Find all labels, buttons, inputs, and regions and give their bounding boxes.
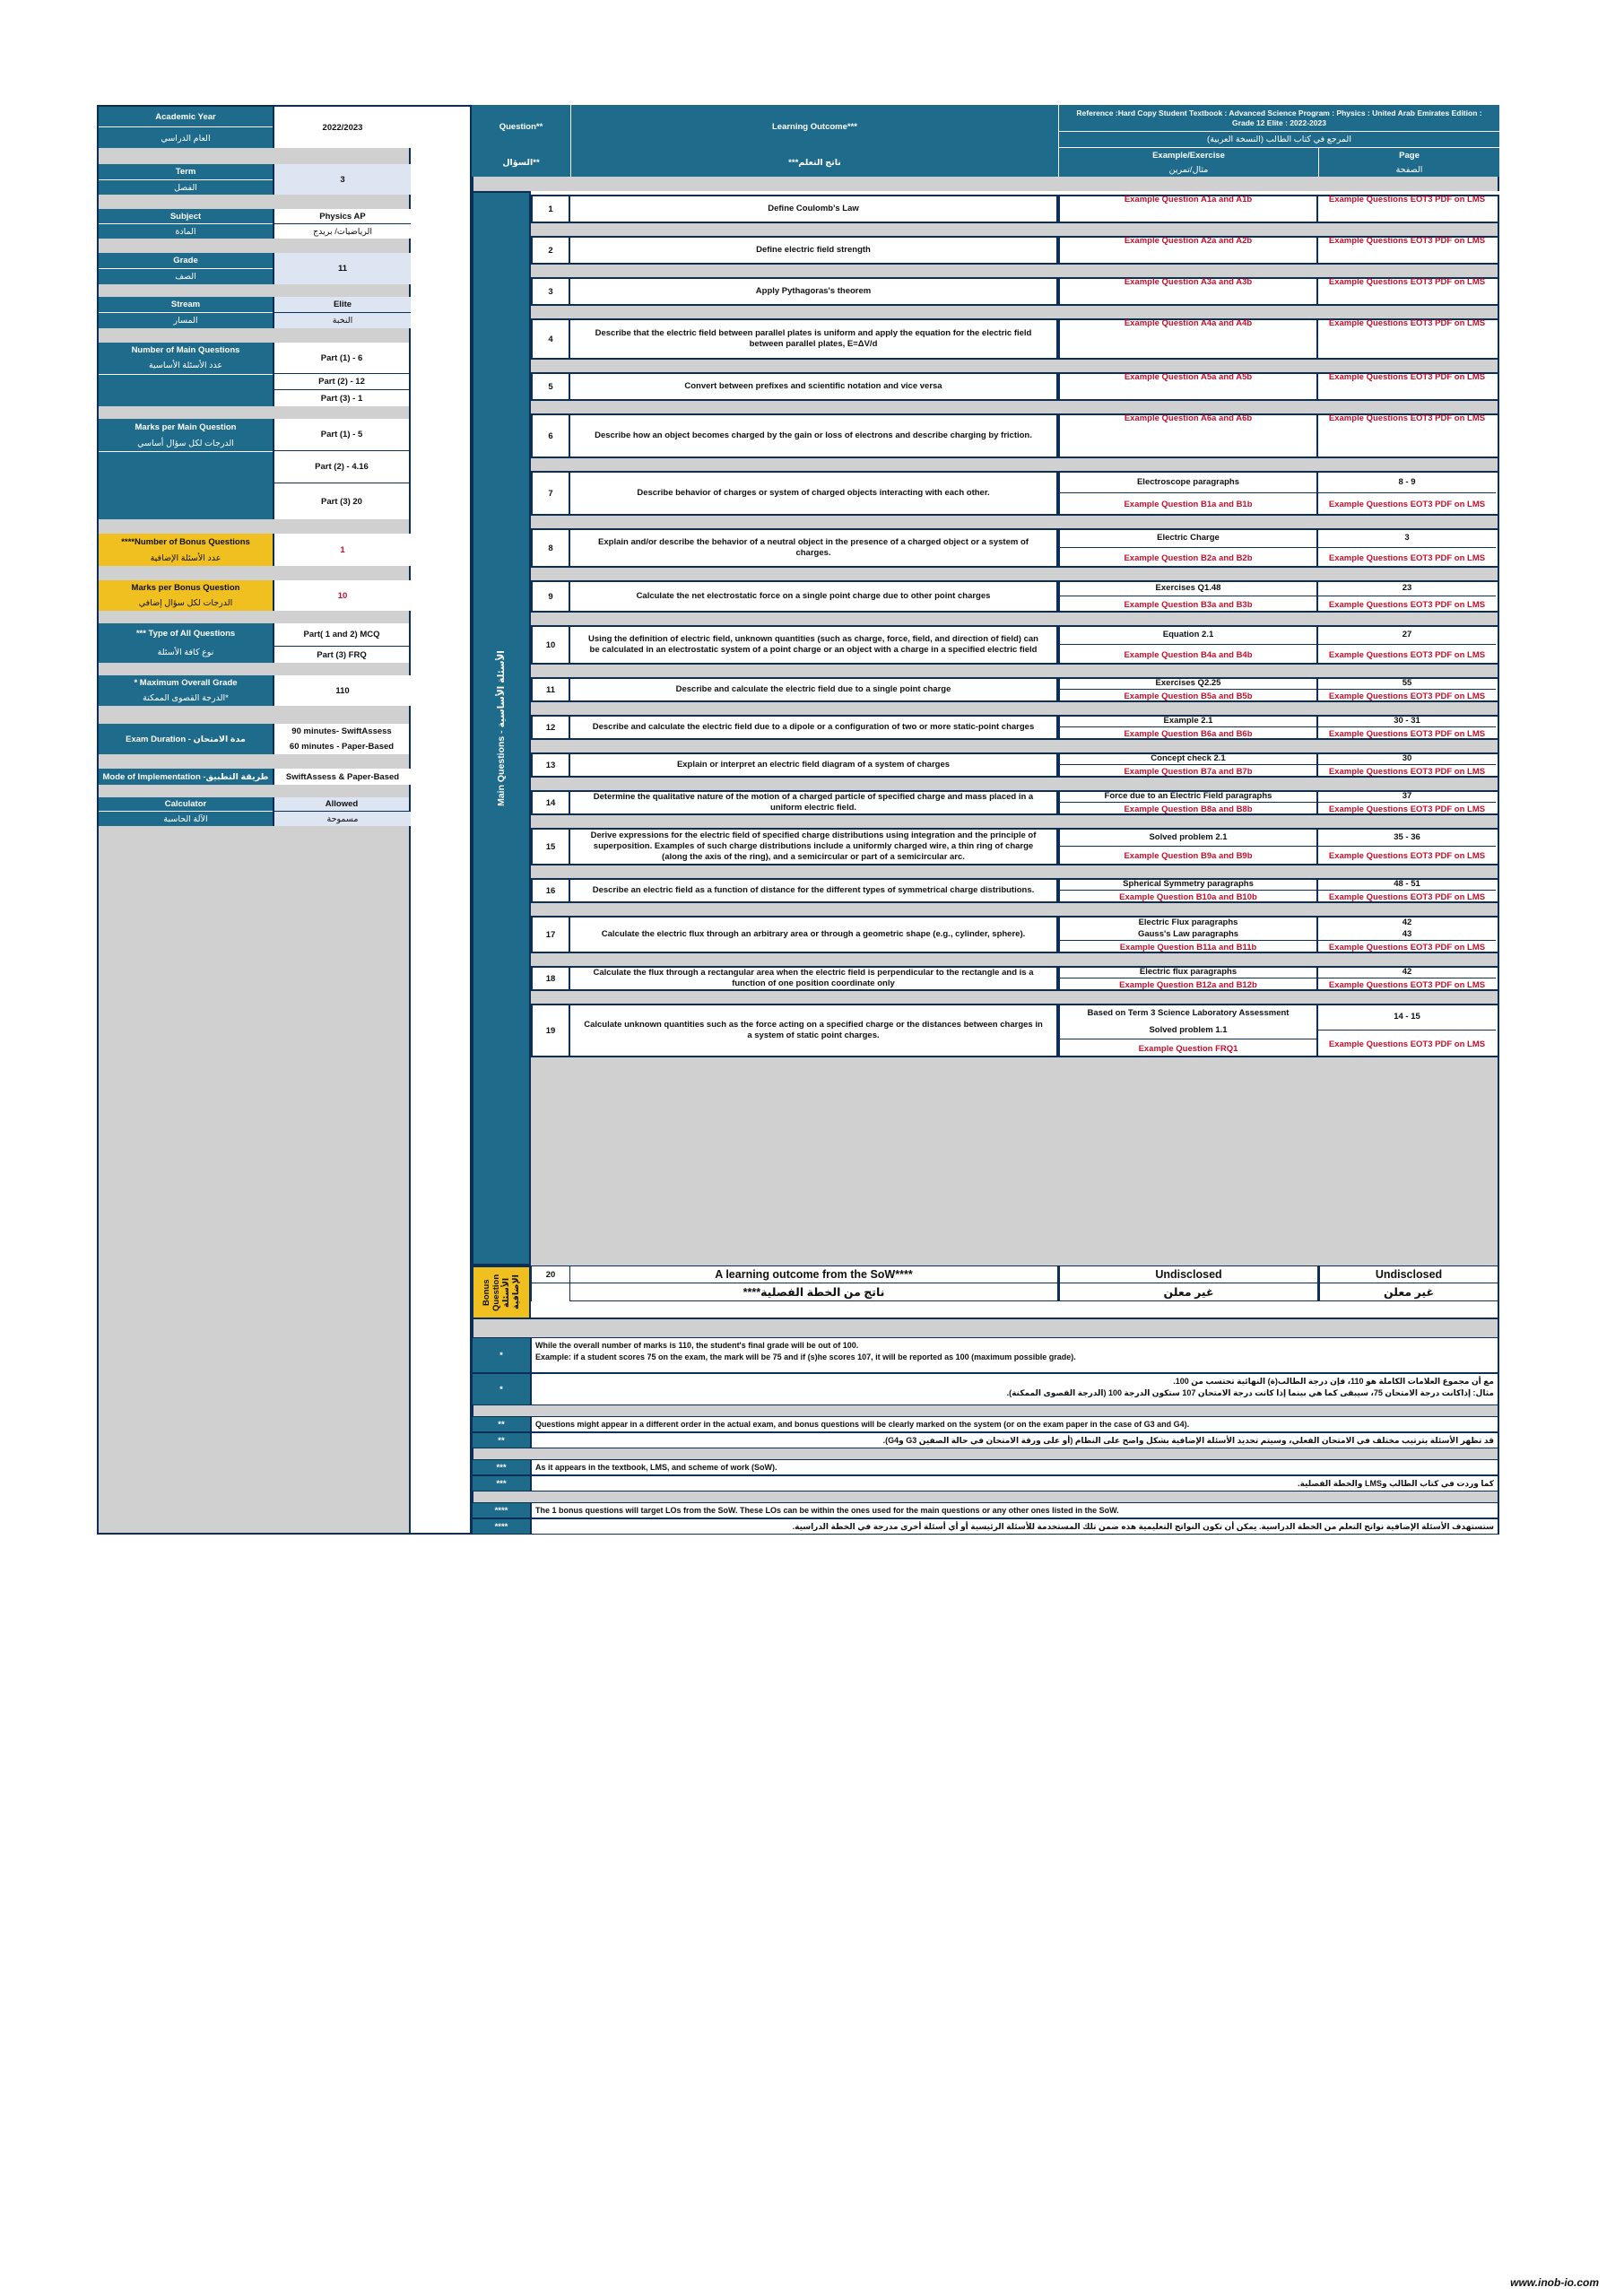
page-text: Example Questions EOT3 PDF on LMS: [1328, 552, 1486, 563]
note-marker: ***: [472, 1475, 531, 1492]
calculator-value: Allowed: [273, 797, 409, 812]
page-cell: [1318, 318, 1499, 360]
page-text: Example Questions EOT3 PDF on LMS: [1328, 851, 1486, 861]
example-text: Based on Term 3 Science Laboratory Assessment: [1087, 1007, 1290, 1018]
spacer-rows: [531, 1070, 1499, 1265]
question-number: 5: [531, 372, 570, 401]
row-separator: [531, 401, 1499, 413]
page-cell: [1318, 1004, 1499, 1057]
example-text: Electric flux paragraphs: [1060, 966, 1316, 978]
example-text: Example Question B7a and B7b: [1124, 766, 1253, 777]
bonus-lo-ar: ناتج من الخطة الفصلية****: [570, 1283, 1058, 1301]
term-label: Term: [99, 164, 273, 180]
example-cell: [1058, 752, 1318, 778]
example-text: Example Question A1a and A1b: [1124, 195, 1253, 204]
learning-outcome: Explain and/or describe the behavior of a neutral object in the presence of a charged object or a system of charges.: [570, 528, 1058, 568]
header-lo: Learning Outcome***: [570, 105, 1058, 148]
example-cell: [1058, 471, 1318, 516]
example-text: Example Question A5a and A5b: [1124, 372, 1253, 382]
subject-label-ar: المادة: [99, 224, 273, 239]
example-cell: [1058, 528, 1318, 568]
page-text: 55: [1318, 677, 1496, 690]
learning-outcome: Calculate unknown quantities such as the force acting on a specified charge or the distances between charges in a system of static point charges.: [570, 1004, 1058, 1057]
type-label-ar: نوع كافة الأسئلة: [157, 647, 214, 657]
marks-main-label-ar: الدرجات لكل سؤال أساسي: [137, 438, 234, 448]
page-cell: [1318, 528, 1499, 568]
row-separator: [531, 458, 1499, 471]
example-cell: [1058, 966, 1318, 991]
note-text: مع أن مجموع العلامات الكاملة هو 110، فإن درجة الطالب(ة) النهائية تحتسب من 100. مثال: إذاكانت درجة الامتحان 75، سيبقى كما هي بينما إذا كانت درجة الامتحان 107 ستكون الدرجة 100 (الدرجة القصوى الممكنة).: [531, 1373, 1499, 1405]
note-text: As it appears in the textbook, LMS, and scheme of work (SoW).: [531, 1459, 1499, 1475]
note-separator: [472, 1448, 1499, 1459]
row-separator: [531, 778, 1499, 790]
term-value: 3: [273, 164, 411, 195]
example-text: Gauss's Law paragraphs: [1060, 928, 1316, 941]
stream-value-ar: النخبة: [273, 313, 411, 328]
note-separator: [472, 1492, 1499, 1502]
learning-outcome: Derive expressions for the electric field of specified charge distributions using integration and the principle of superposition. Examples of such charge distributions include a uniformly charged wire, a thin ring of charge (along the axis of the ring), and a semicircular or part of a semicircular arc.: [570, 828, 1058, 865]
header-lo-ar: ناتج التعلم***: [570, 148, 1058, 177]
page-cell: [1318, 195, 1499, 223]
row-separator: [531, 953, 1499, 966]
page-cell: [1318, 790, 1499, 815]
example-text: Electroscope paragraphs: [1060, 471, 1316, 493]
row-separator: [531, 306, 1499, 318]
left-divider-column: [411, 105, 472, 1535]
example-text: Example Question B3a and B3b: [1124, 599, 1253, 610]
example-text: Example Question B9a and B9b: [1124, 851, 1253, 861]
question-number: 3: [531, 277, 570, 306]
example-text: Example Question B4a and B4b: [1124, 649, 1253, 660]
example-cell: [1058, 1004, 1318, 1057]
example-text: Example 2.1: [1060, 715, 1316, 727]
row-separator: [531, 613, 1499, 625]
example-cell: [1058, 195, 1318, 223]
page-text: Example Questions EOT3 PDF on LMS: [1328, 372, 1486, 382]
num-main-part2: Part (2) - 12: [273, 374, 409, 390]
main-questions-label: Main Questions - الأسئلة الأساسية: [496, 650, 507, 806]
page-text: Example Questions EOT3 PDF on LMS: [1328, 318, 1486, 328]
page-cell: [1318, 715, 1499, 740]
page-text: Example Questions EOT3 PDF on LMS: [1328, 500, 1486, 509]
row-separator: [531, 568, 1499, 580]
page-text: 3: [1318, 528, 1496, 548]
example-cell: [1058, 878, 1318, 903]
bonus-page-ar: غير معلن: [1318, 1283, 1499, 1301]
marks-main-label: Marks per Main Question: [135, 422, 237, 432]
header-example: Example/Exercise: [1058, 148, 1318, 162]
page-cell: [1318, 277, 1499, 306]
calculator-label-ar: الآلة الحاسبة: [99, 812, 273, 826]
example-text: Example Question B5a and B5b: [1124, 691, 1253, 701]
bonus-page: Undisclosed: [1318, 1265, 1499, 1283]
question-number: 7: [531, 471, 570, 516]
marks-bonus-value: 10: [273, 580, 411, 611]
example-text: Example Question B12a and B12b: [1119, 979, 1257, 990]
page-cell: [1318, 413, 1499, 458]
example-text: Electric Charge: [1060, 528, 1316, 548]
example-cell: [1058, 277, 1318, 306]
example-text: Equation 2.1: [1060, 625, 1316, 645]
header-question: Question**: [472, 105, 570, 148]
example-text: Example Question B8a and B8b: [1124, 804, 1253, 814]
calculator-label: Calculator: [99, 797, 273, 812]
page-text: 35 - 36: [1318, 828, 1496, 847]
example-cell: [1058, 625, 1318, 665]
marks-bonus-label: Marks per Bonus Question: [131, 583, 240, 593]
example-text: Example Question FRQ1: [1138, 1043, 1238, 1054]
page-text: 42: [1402, 917, 1412, 927]
example-text: Example Question A3a and A3b: [1124, 277, 1253, 287]
note-marker: *: [472, 1373, 531, 1405]
marks-main-part1: Part (1) - 5: [273, 419, 409, 451]
note-text: كما وردت في كتاب الطالب وLMS والخطة الفصلية.: [531, 1475, 1499, 1492]
mode-value: SwiftAssess & Paper-Based: [273, 769, 411, 785]
page-text: 37: [1318, 790, 1496, 803]
subject-value-ar: الرياضيات/ بريدج: [273, 224, 411, 239]
question-number: 4: [531, 318, 570, 360]
num-main-part1: Part (1) - 6: [273, 343, 409, 374]
page-cell: [1318, 580, 1499, 613]
term-label-ar: الفصل: [99, 180, 273, 196]
page-text: Example Questions EOT3 PDF on LMS: [1328, 277, 1486, 287]
marks-main-part2: Part (2) - 4.16: [273, 451, 409, 483]
type-label: *** Type of All Questions: [135, 628, 236, 639]
learning-outcome: Using the definition of electric field, unknown quantities (such as charge, force, field, and direction of field) can be calculated in an electrostatic system of a point charge or an object with a charge in a specified electric field: [570, 625, 1058, 665]
learning-outcome: Describe and calculate the electric field due to a single point charge: [570, 677, 1058, 702]
page-text: Example Questions EOT3 PDF on LMS: [1328, 649, 1486, 660]
page-cell: [1318, 677, 1499, 702]
page-text: Example Questions EOT3 PDF on LMS: [1328, 1039, 1486, 1049]
page-cell: [1318, 236, 1499, 265]
question-number: 16: [531, 878, 570, 903]
num-bonus-label-ar: عدد الأسئلة الإضافية: [150, 552, 221, 563]
row-separator: [531, 815, 1499, 828]
page-text: Example Questions EOT3 PDF on LMS: [1328, 728, 1486, 739]
page-cell: [1318, 878, 1499, 903]
stream-value: Elite: [273, 297, 411, 313]
learning-outcome: Describe how an object becomes charged by the gain or loss of electrons and describe charging by friction.: [570, 413, 1058, 458]
learning-outcome: Define Coulomb's Law: [570, 195, 1058, 223]
header-example-ar: مثال/تمرين: [1058, 162, 1318, 177]
page-text: Example Questions EOT3 PDF on LMS: [1328, 804, 1486, 814]
page-cell: [1318, 828, 1499, 865]
row-separator: [531, 903, 1499, 916]
note-marker: *: [472, 1337, 531, 1373]
example-cell: [1058, 236, 1318, 265]
example-cell: [1058, 715, 1318, 740]
example-cell: [1058, 372, 1318, 401]
example-text: Example Question A4a and A4b: [1124, 318, 1253, 328]
note-marker: **: [472, 1416, 531, 1432]
learning-outcome: Calculate the net electrostatic force on a single point charge due to other point charges: [570, 580, 1058, 613]
academic-year-label: Academic Year: [99, 107, 273, 127]
page-cell: [1318, 471, 1499, 516]
num-main-label: Number of Main Questions: [131, 345, 240, 355]
num-bonus-label: ****Number of Bonus Questions: [121, 536, 250, 547]
page-text: 30: [1318, 752, 1496, 765]
example-cell: [1058, 916, 1318, 953]
row-separator: [531, 223, 1499, 236]
example-text: Electric Flux paragraphs: [1138, 917, 1238, 927]
learning-outcome: Describe and calculate the electric field due to a dipole or a configuration of two or more static-point charges: [570, 715, 1058, 740]
page-text: 42: [1318, 966, 1496, 978]
max-grade-label: * Maximum Overall Grade: [134, 678, 238, 688]
example-cell: [1058, 828, 1318, 865]
row-separator: [531, 740, 1499, 752]
learning-outcome: Describe behavior of charges or system of charged objects interacting with each other.: [570, 471, 1058, 516]
header-reference-ar: المرجع في كتاب الطالب (النسخة العربية): [1058, 132, 1499, 148]
question-number: 6: [531, 413, 570, 458]
note-text: While the overall number of marks is 110, the student's final grade will be out of 100. Example: if a student scores 75 on the exam, the mark will be 75 and if (s)he scores 107, it will be reported as 100 (maximum possible grade).: [531, 1337, 1499, 1373]
subject-value: Physics AP: [273, 209, 411, 224]
learning-outcome: Describe an electric field as a function of distance for the different types of symmetrical charge distributions.: [570, 878, 1058, 903]
question-number: 8: [531, 528, 570, 568]
bonus-label: Bonus Question الأسئلة الإضافية: [482, 1274, 521, 1311]
example-text: Example Question B10a and B10b: [1119, 891, 1257, 902]
page-text: 43: [1318, 928, 1496, 941]
header-page-ar: الصفحة: [1318, 162, 1499, 177]
example-text: Example Question B6a and B6b: [1124, 728, 1253, 739]
question-number: 2: [531, 236, 570, 265]
example-text: Example Question B2a and B2b: [1124, 552, 1253, 563]
page-cell: [1318, 916, 1499, 953]
page-text: Example Questions EOT3 PDF on LMS: [1328, 195, 1486, 204]
bonus-lo: A learning outcome from the SoW****: [570, 1265, 1058, 1283]
note-marker: ****: [472, 1502, 531, 1518]
learning-outcome: Apply Pythagoras's theorem: [570, 277, 1058, 306]
bonus-number: 20: [531, 1265, 570, 1283]
grade-label: Grade: [99, 253, 273, 269]
row-separator: [531, 516, 1499, 528]
page-text: 48 - 51: [1318, 878, 1496, 891]
page-text: Example Questions EOT3 PDF on LMS: [1328, 691, 1486, 701]
learning-outcome: Convert between prefixes and scientific notation and vice versa: [570, 372, 1058, 401]
max-grade-label-ar: *الدرجة القصوى الممكنة: [143, 693, 229, 703]
example-cell: [1058, 580, 1318, 613]
note-separator: [472, 1405, 1499, 1416]
marks-bonus-label-ar: الدرجات لكل سؤال إضافي: [138, 598, 233, 608]
example-text: Exercises Q1.48: [1060, 580, 1316, 596]
note-marker: **: [472, 1432, 531, 1448]
example-text: Example Question B11a and B11b: [1119, 942, 1257, 952]
example-text: Spherical Symmetry paragraphs: [1060, 878, 1316, 891]
type-part3: Part (3) FRQ: [273, 647, 409, 663]
example-text: Example Question A6a and A6b: [1124, 413, 1253, 423]
grade-value: 11: [273, 253, 411, 284]
question-number: 17: [531, 916, 570, 953]
question-number: 15: [531, 828, 570, 865]
page-text: Example Questions EOT3 PDF on LMS: [1328, 236, 1486, 246]
example-cell: [1058, 790, 1318, 815]
question-number: 12: [531, 715, 570, 740]
learning-outcome: Calculate the flux through a rectangular area when the electric field is perpendicular to the rectangle and is a function of one position coordinate only: [570, 966, 1058, 991]
learning-outcome: Describe that the electric field between parallel plates is uniform and apply the equation for the electric field between parallel plates, E=ΔV/d: [570, 318, 1058, 360]
header-reference: Reference :Hard Copy Student Textbook : Advanced Science Program : Physics : United Arab Emirates Edition : Grade 12 Elite : 2022-2023: [1058, 105, 1499, 132]
main-table: [472, 105, 1499, 1535]
example-text: Solved problem 2.1: [1060, 828, 1316, 847]
question-number: 1: [531, 195, 570, 223]
note-text: Questions might appear in a different order in the actual exam, and bonus questions will be clearly marked on the system (or on the exam paper in the case of G3 and G4).: [531, 1416, 1499, 1432]
page-text: 14 - 15: [1318, 1004, 1496, 1031]
footer-watermark: www.inob-io.com: [1510, 2276, 1599, 2289]
row-separator: [531, 1057, 1499, 1070]
row-separator: [531, 865, 1499, 878]
header-page: Page: [1318, 148, 1499, 162]
example-text: Example Question B1a and B1b: [1124, 500, 1253, 509]
duration-label: Exam Duration - مدة الامتحان: [99, 724, 273, 754]
row-separator: [531, 265, 1499, 277]
grade-label-ar: الصف: [99, 269, 273, 284]
type-part12: Part( 1 and 2) MCQ: [273, 623, 409, 647]
note-marker: ****: [472, 1518, 531, 1535]
num-bonus-value: 1: [273, 534, 411, 566]
note-text: قد تظهر الأسئلة بترتيب مختلف في الامتحان الفعلي، وسيتم تحديد الأسئلة الإضافية بشكل واضح على النظام (أو على ورقة الامتحان في حالة الصفين G3 وG4).: [531, 1432, 1499, 1448]
page-text: Example Questions EOT3 PDF on LMS: [1328, 942, 1486, 952]
page-cell: [1318, 625, 1499, 665]
example-cell: [1058, 413, 1318, 458]
note-marker: ***: [472, 1459, 531, 1475]
note-text: The 1 bonus questions will target LOs from the SoW. These LOs can be within the ones used for the main questions or any other ones listed in the SoW.: [531, 1502, 1499, 1518]
example-text: Solved problem 1.1: [1060, 1022, 1316, 1039]
page-text: 27: [1318, 625, 1496, 645]
note-text: ستستهدف الأسئلة الإضافية نواتج التعلم من الخطة الدراسية. يمكن أن تكون النواتج التعليمية هذه ضمن تلك المستخدمة للأسئلة الرئيسية أو أي أسئلة أخرى مدرجة في الخطة الدراسية.: [531, 1518, 1499, 1535]
question-number: 14: [531, 790, 570, 815]
question-number: 13: [531, 752, 570, 778]
row-separator: [531, 702, 1499, 715]
page-text: 30 - 31: [1318, 715, 1496, 727]
page-cell: [1318, 372, 1499, 401]
example-text: Exercises Q2.25: [1060, 677, 1316, 690]
question-number: 19: [531, 1004, 570, 1057]
learning-outcome: Define electric field strength: [570, 236, 1058, 265]
max-grade-value: 110: [273, 675, 411, 706]
page-text: Example Questions EOT3 PDF on LMS: [1328, 766, 1486, 777]
header-question-ar: السؤال**: [472, 148, 570, 177]
page-cell: [1318, 752, 1499, 778]
question-number: 18: [531, 966, 570, 991]
duration-paper: 60 minutes - Paper-Based: [289, 742, 395, 752]
academic-year-label-ar: العام الدراسي: [99, 127, 273, 149]
row-separator: [531, 991, 1499, 1004]
page-text: Example Questions EOT3 PDF on LMS: [1328, 979, 1486, 990]
marks-main-part3: Part (3) 20: [273, 483, 409, 519]
example-cell: [1058, 318, 1318, 360]
question-number: 9: [531, 580, 570, 613]
bonus-example-ar: غير معلن: [1058, 1283, 1318, 1301]
question-number: 10: [531, 625, 570, 665]
page-cell: [1318, 966, 1499, 991]
row-separator: [531, 665, 1499, 677]
num-main-part3: Part (3) - 1: [273, 390, 409, 406]
page-text: 23: [1318, 580, 1496, 596]
question-number: 11: [531, 677, 570, 702]
row-separator: [531, 360, 1499, 372]
learning-outcome: Explain or interpret an electric field diagram of a system of charges: [570, 752, 1058, 778]
stream-label: Stream: [99, 297, 273, 313]
page-text: Example Questions EOT3 PDF on LMS: [1328, 599, 1486, 610]
example-text: Force due to an Electric Field paragraphs: [1060, 790, 1316, 803]
page-text: Example Questions EOT3 PDF on LMS: [1328, 413, 1486, 423]
example-cell: [1058, 677, 1318, 702]
calculator-value-ar: مسموحة: [273, 812, 411, 826]
page-text: Example Questions EOT3 PDF on LMS: [1328, 891, 1486, 902]
bonus-example: Undisclosed: [1058, 1265, 1318, 1283]
learning-outcome: Calculate the electric flux through an arbitrary area or through a geometric shape (e.g., cylinder, sphere).: [570, 916, 1058, 953]
subject-label: Subject: [99, 209, 273, 224]
mode-label: Mode of Implementation -طريقة التطبيق: [99, 769, 273, 785]
academic-year-value: 2022/2023: [273, 107, 411, 148]
duration-swift: 90 minutes- SwiftAssess: [291, 726, 392, 736]
example-text: Example Question A2a and A2b: [1124, 236, 1253, 246]
page-text: 8 - 9: [1318, 471, 1496, 493]
example-text: Concept check 2.1: [1060, 752, 1316, 765]
learning-outcome: Determine the qualitative nature of the motion of a charged particle of specified charge and mass placed in a uniform electric field.: [570, 790, 1058, 815]
num-main-label-ar: عدد الأسئلة الأساسية: [148, 361, 223, 370]
stream-label-ar: المسار: [99, 313, 273, 328]
